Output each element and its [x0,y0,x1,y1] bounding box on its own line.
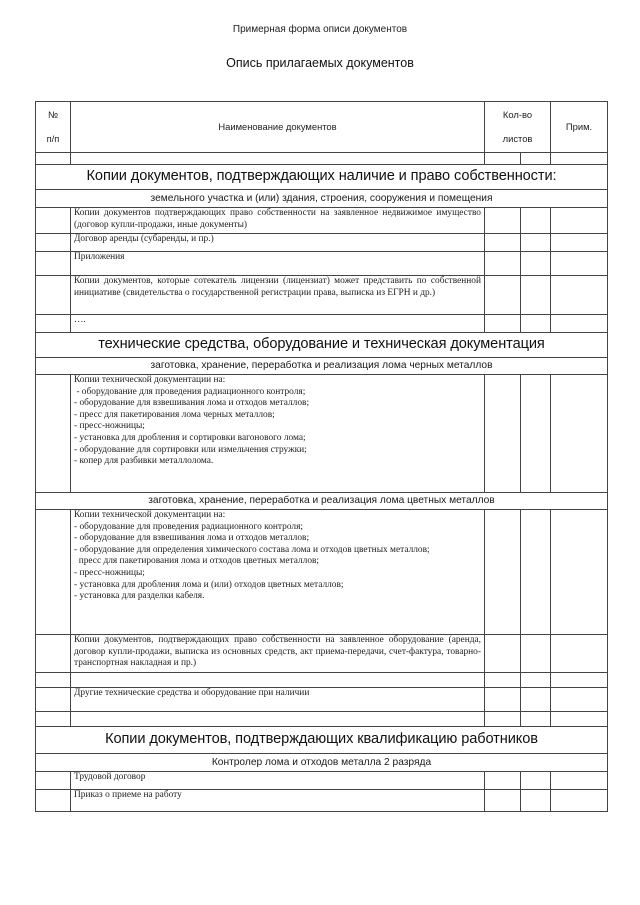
row-hiring-order: Приказ о приеме на работу [71,790,485,812]
row-ellipsis: …. [71,315,485,333]
section-nonferrous: заготовка, хранение, переработка и реализация лома цветных металлов [36,493,608,510]
table-row [36,315,608,333]
spacer-row [36,153,608,165]
table-row [36,772,608,790]
table-row [36,688,608,712]
section-ownership: Копии документов, подтверждающих наличие и право собственности: [36,165,608,190]
section-row-land [36,190,608,208]
section-row-controller [36,754,608,772]
section-qualification: Копии документов, подтверждающих квалификацию работников [36,727,608,754]
row-lease-agreement: Договор аренды (субаренды, и пр.) [71,234,485,252]
section-equipment: технические средства, оборудование и техническая документация [36,333,608,358]
row-equipment-ownership-documents: Копии документов, подтверждающих право собственности на заявленное оборудование (аренда, договор купли-продажи, выписка из основных средств, акт приема-передачи, счет-фактура, товарно-транспортная накладная и пр.) [71,635,485,673]
document-title: Опись прилагаемых документов [226,56,414,70]
table-row [36,790,608,812]
header-document-name: Наименование документов [71,102,485,153]
section-ferrous: заготовка, хранение, переработка и реализация лома черных металлов [36,358,608,375]
section-row-equipment [36,333,608,358]
section-row-ferrous [36,358,608,375]
section-row-ownership [36,165,608,190]
section-row-nonferrous [36,493,608,510]
header-number-suffix: п/п [46,133,60,144]
spacer-row [36,673,608,688]
header-note: Прим. [551,102,608,153]
row-ferrous-equipment-list: Копии технической документации на: - оборудование для проведения радиационного контроля; - оборудование для взвешивания лома и отходов металлов; - пресс для пакетирования лома черных металлов; - пресс-ножницы; - установка для дробления и сортировки вагонового лома; - оборудование для сортировки или измельчения стружки; - копер для разбивки металлолома. [71,375,485,493]
row-labor-contract: Трудовой договор [71,772,485,790]
table-row [36,208,608,234]
table-row [36,276,608,315]
header-sheet-count-line1: Кол-во [502,109,533,121]
section-controller: Контролер лома и отходов металла 2 разряда [36,754,608,772]
table-row [36,635,608,673]
row-ownership-documents: Копии документов подтверждающих право собственности на заявленное недвижимое имущество (договор купли-продажи, иные документы) [71,208,485,234]
row-initiative-documents: Копии документов, которые сотекатель лицензии (лицензиат) может представить по собственной инициативе (свидетельства о государственной регистрации права, выписка из ЕГРН и др.) [71,276,485,315]
inventory-table [35,101,608,812]
header-sheet-count-line2: листов [502,133,533,144]
table-header-row [36,102,608,153]
header-number [36,102,71,153]
header-sheet-count [485,102,551,153]
header-number-symbol: № [47,109,59,121]
table-row [36,375,608,493]
row-appendices: Приложения [71,252,485,276]
form-title: Примерная форма описи документов [232,24,408,35]
spacer-row [36,712,608,727]
row-other-equipment: Другие технические средства и оборудование при наличии [71,688,485,712]
section-land: земельного участка и (или) здания, строения, сооружения и помещения [36,190,608,208]
row-nonferrous-equipment-list: Копии технической документации на: - оборудование для проведения радиационного контроля; - оборудование для взвешивания лома и отходов металлов; - оборудование для определения химического состава лома и отходов цветных металлов; пресс для пакетирования лома и отходов цветных металлов; - пресс-ножницы; - установка для дробления лома и (или) отходов цветных металлов; - установка для разделки кабеля. [71,510,485,635]
table-row [36,252,608,276]
section-row-qualification [36,727,608,754]
table-row [36,234,608,252]
table-row [36,510,608,635]
